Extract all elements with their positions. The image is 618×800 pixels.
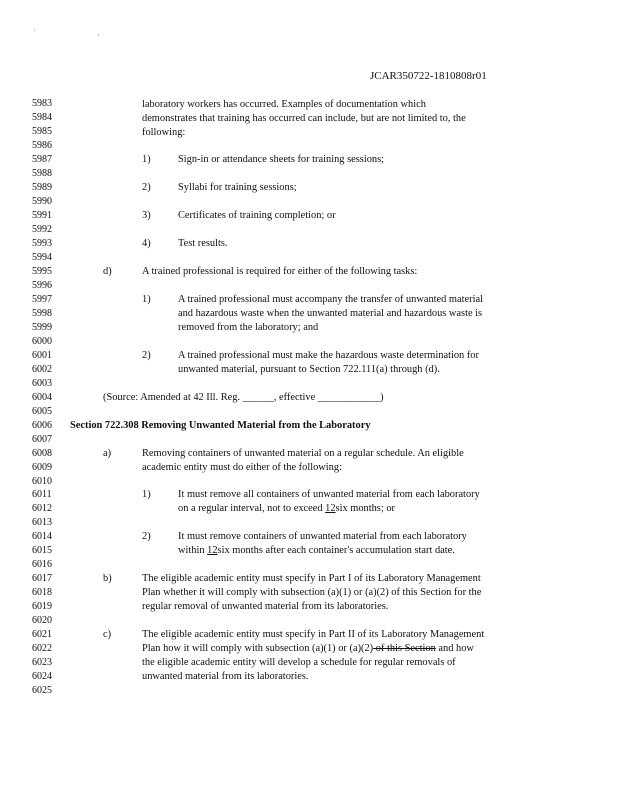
line-number: 5985 <box>32 126 52 137</box>
line-number: 6010 <box>32 475 52 487</box>
line-number: 5997 <box>32 293 52 305</box>
line-number: 5983 <box>32 98 52 109</box>
section-title: Section 722.308 Removing Unwanted Material from the Laboratory <box>70 420 371 431</box>
a1-line-2-text: on a regular interval, not to exceed <box>178 503 326 514</box>
list-item-text: Test results. <box>178 238 228 249</box>
d1-number: 1) <box>142 294 151 305</box>
subsection-a-line-2: academic entity must do either of the following: <box>142 462 342 473</box>
d1-line-1: A trained professional must accompany the transfer of unwanted material <box>178 294 483 305</box>
list-item-number: 4) <box>142 238 151 249</box>
subsection-c-line-2 <box>142 642 474 655</box>
a2-line-2-rest: six months after each container's accumulation start date. <box>217 545 455 556</box>
document-code: JCAR350722-1810808r01 <box>370 70 487 82</box>
subsection-b-label: b) <box>103 573 112 584</box>
list-item-text: Syllabi for training sessions; <box>178 182 297 193</box>
c-line-2-text: Plan how it will comply with subsection (a)(1) or (a)(2) <box>142 643 374 654</box>
line-number: 6000 <box>32 335 52 347</box>
line-number: 6024 <box>32 671 52 683</box>
line-number: 5989 <box>32 181 52 193</box>
subsection-b-line-2: Plan whether it will comply with subsection (a)(1) or (a)(2) of this Section for the <box>142 587 482 598</box>
subsection-c-line-3: the eligible academic entity will develop a schedule for regular removals of <box>142 657 456 668</box>
line-number: 6009 <box>32 461 52 473</box>
line-number: 5988 <box>32 167 52 179</box>
list-item-number: 1) <box>142 154 151 165</box>
subsection-d-label: d) <box>103 266 112 277</box>
a1-line-1: It must remove all containers of unwanted material from each laboratory <box>178 489 480 500</box>
intro-line-3: following: <box>142 127 186 138</box>
line-number: 6020 <box>32 615 52 627</box>
line-number: 6002 <box>32 363 52 375</box>
intro-line-2: demonstrates that training has occurred can include, but are not limited to, the <box>142 113 466 124</box>
line-number: 6018 <box>32 587 52 599</box>
d2-line-1: A trained professional must make the hazardous waste determination for <box>178 350 479 361</box>
list-item-text: Sign-in or attendance sheets for training sessions; <box>178 154 385 165</box>
line-number: 6008 <box>32 447 52 459</box>
c-line-2-rest: and how <box>435 643 474 654</box>
line-number: 6015 <box>32 545 52 557</box>
line-number: 6011 <box>32 489 52 501</box>
line-number: 6021 <box>32 629 52 641</box>
line-number: 6003 <box>32 377 52 389</box>
line-number: 6016 <box>32 559 52 571</box>
line-number: 6014 <box>32 531 52 543</box>
d2-line-2: unwanted material, pursuant to Section 722.111(a) through (d). <box>178 364 440 375</box>
list-item-number: 3) <box>142 210 151 221</box>
intro-line-1: laboratory workers has occurred. Examples of documentation which <box>142 99 426 110</box>
line-number: 5990 <box>32 195 52 207</box>
line-number: 5994 <box>32 251 52 263</box>
subsection-c-label: c) <box>103 629 112 640</box>
d1-line-3: removed from the laboratory; and <box>178 322 319 333</box>
subsection-d-text: A trained professional is required for either of the following tasks: <box>142 266 418 277</box>
a2-number: 2) <box>142 531 151 542</box>
a1-line-2-rest: six months; or <box>335 503 395 514</box>
d1-line-2: and hazardous waste when the unwanted material and hazardous waste is <box>178 308 483 319</box>
line-number: 5999 <box>32 321 52 333</box>
inserted-text: 12 <box>207 545 218 556</box>
line-number: 6019 <box>32 601 52 613</box>
line-number: 6005 <box>32 405 52 417</box>
list-item-number: 2) <box>142 182 151 193</box>
line-number: 5998 <box>32 307 52 319</box>
line-number: 6023 <box>32 657 52 669</box>
line-number: 6012 <box>32 503 52 515</box>
a1-line-2 <box>178 502 395 515</box>
a2-line-2-text: within <box>178 545 208 556</box>
a1-number: 1) <box>142 489 151 500</box>
a2-line-2 <box>178 544 455 557</box>
line-number: 6013 <box>32 517 52 529</box>
line-number: 5996 <box>32 279 52 291</box>
source-note: (Source: Amended at 42 Ill. Reg. ______, effective ____________) <box>103 392 384 403</box>
inserted-text: 12 <box>325 503 336 514</box>
subsection-b-line-1: The eligible academic entity must specify in Part I of its Laboratory Management <box>142 573 481 584</box>
subsection-c-line-4: unwanted material from its laboratories. <box>142 671 309 682</box>
line-number: 6017 <box>32 573 52 585</box>
line-number: 5993 <box>32 237 52 249</box>
subsection-b-line-3: regular removal of unwanted material from its laboratories. <box>142 601 389 612</box>
line-number: 6022 <box>32 643 52 655</box>
list-item-text: Certificates of training completion; or <box>178 210 336 221</box>
scan-marks: ' , <box>34 28 130 37</box>
line-number: 6007 <box>32 433 52 445</box>
subsection-a-label: a) <box>103 448 112 459</box>
a2-line-1: It must remove containers of unwanted material from each laboratory <box>178 531 467 542</box>
line-number: 6025 <box>32 685 52 697</box>
line-number: 5986 <box>32 139 52 151</box>
line-number: 6004 <box>32 391 52 403</box>
line-number: 6001 <box>32 349 52 361</box>
line-number: 5987 <box>32 153 52 165</box>
line-number: 5992 <box>32 223 52 235</box>
line-number: 6006 <box>32 419 52 431</box>
line-number: 5984 <box>32 112 52 123</box>
d2-number: 2) <box>142 350 151 361</box>
line-number: 5995 <box>32 265 52 277</box>
line-number: 5991 <box>32 209 52 221</box>
deleted-text: of this Section <box>373 643 436 654</box>
subsection-a-line-1: Removing containers of unwanted material on a regular schedule. An eligible <box>142 448 464 459</box>
subsection-c-line-1: The eligible academic entity must specify in Part II of its Laboratory Management <box>142 629 485 640</box>
